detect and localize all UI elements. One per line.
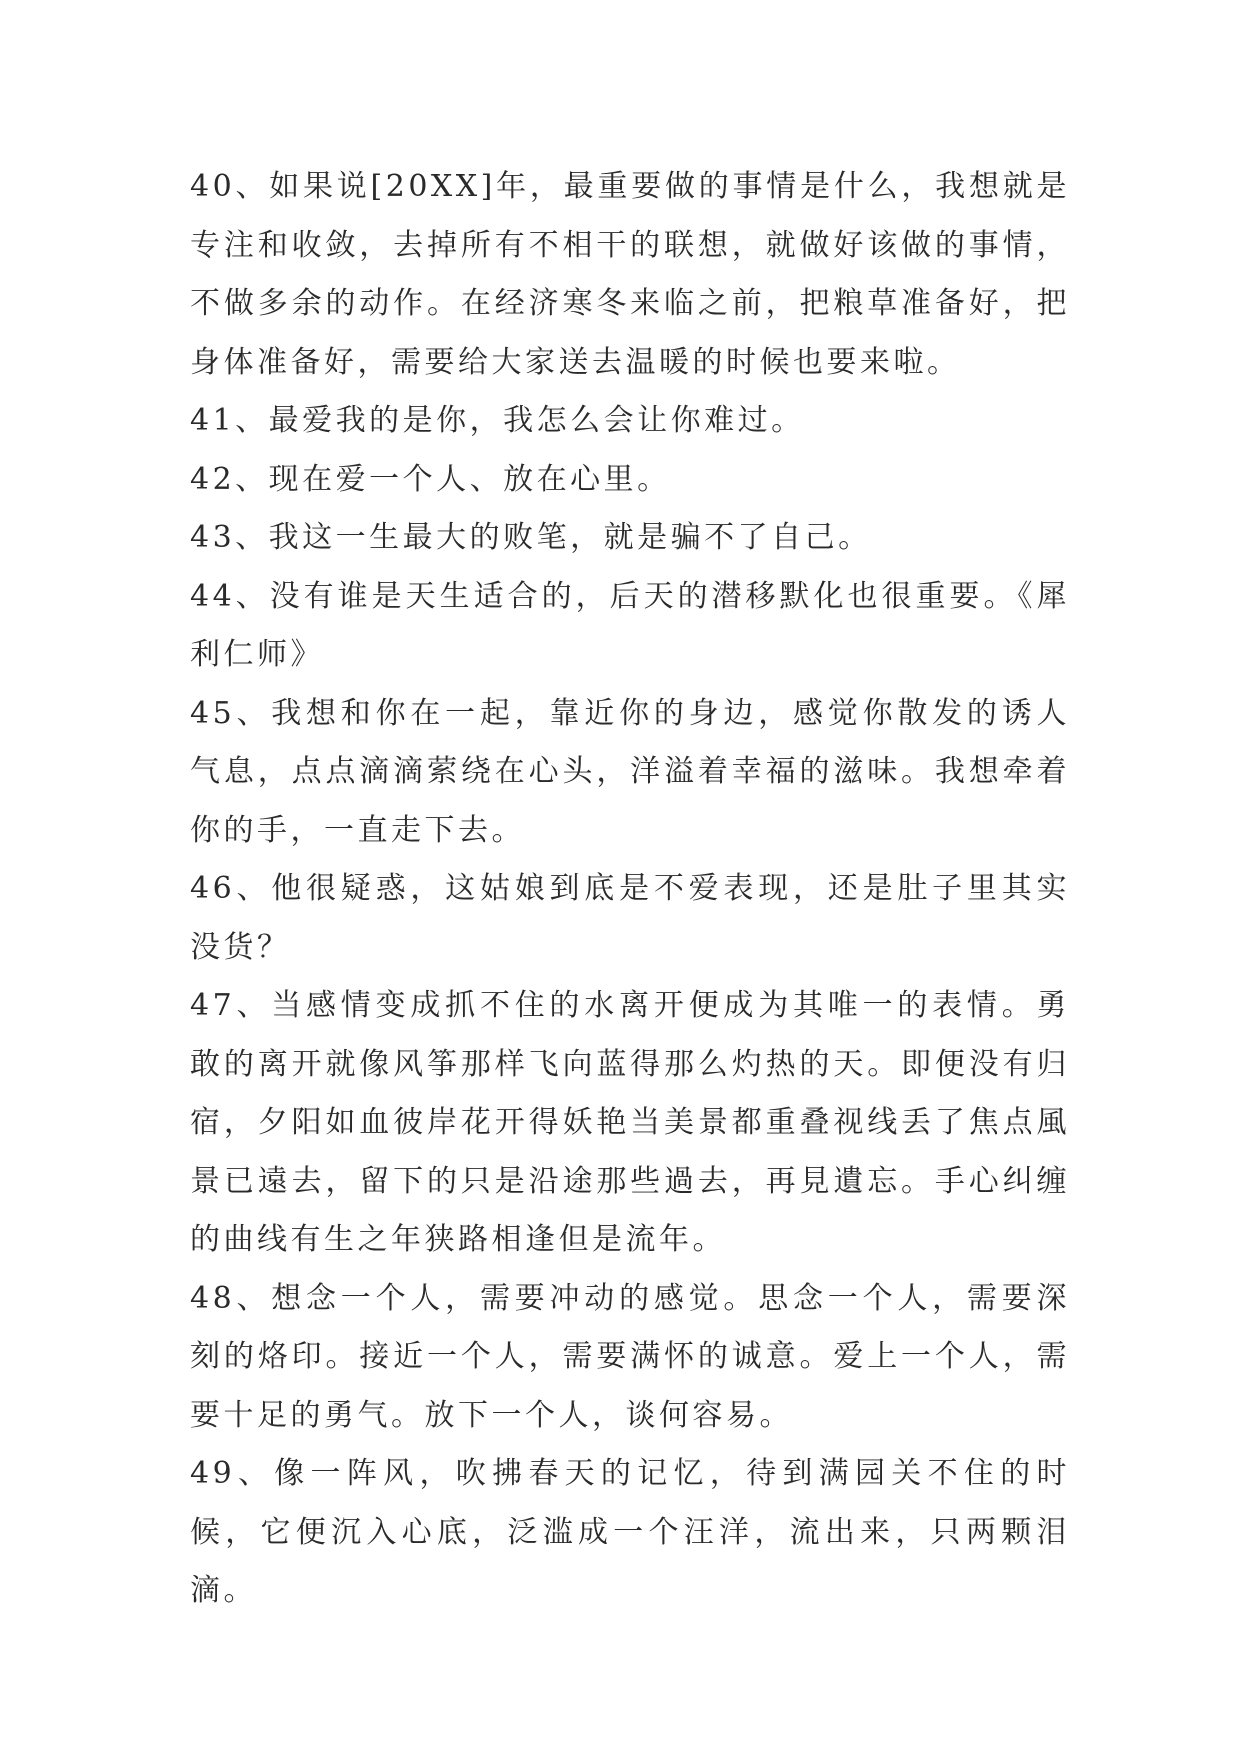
paragraph-40: 40、如果说[20XX]年，最重要做的事情是什么，我想就是专注和收敛，去掉所有不相干的联想，就做好该做的事情，不做多余的动作。在经济寒冬来临之前，把粮草准备好，把身体准备好，需要给大家送去温暖的时候也要来啦。 [190, 169, 1070, 380]
paragraph-45: 45、我想和你在一起，靠近你的身边，感觉你散发的诱人气息，点点滴滴萦绕在心头，洋溢着幸福的滋味。我想牵着你的手，一直走下去。 [190, 695, 1070, 848]
document-body [190, 158, 1070, 1621]
paragraph-49: 49、像一阵风，吹拂春天的记忆，待到满园关不住的时候，它便沉入心底，泛滥成一个汪洋，流出来，只两颗泪滴。 [190, 1456, 1070, 1608]
paragraph-42: 42、现在爱一个人、放在心里。 [190, 461, 671, 497]
paragraph-47: 47、当感情变成抓不住的水离开便成为其唯一的表情。勇敢的离开就像风筝那样飞向蓝得那么灼热的天。即便没有归宿，夕阳如血彼岸花开得妖艳当美景都重叠视线丢了焦点風景已遠去，留下的只是沿途那些過去，再見遺忘。手心纠缠的曲线有生之年狭路相逢但是流年。 [190, 988, 1070, 1257]
paragraph-41: 41、最爱我的是你，我怎么会让你难过。 [190, 403, 805, 438]
paragraph-44: 44、没有谁是天生适合的，后天的潜移默化也很重要。《犀利仁师》 [190, 578, 1070, 672]
paragraph-43: 43、我这一生最大的败笔，就是骗不了自己。 [190, 520, 872, 555]
paragraph-48: 48、想念一个人，需要冲动的感觉。思念一个人，需要深刻的烙印。接近一个人，需要满怀的诚意。爱上一个人，需要十足的勇气。放下一个人，谈何容易。 [190, 1280, 1070, 1433]
paragraph-46: 46、他很疑惑，这姑娘到底是不爱表现，还是肚子里其实没货？ [190, 871, 1070, 965]
